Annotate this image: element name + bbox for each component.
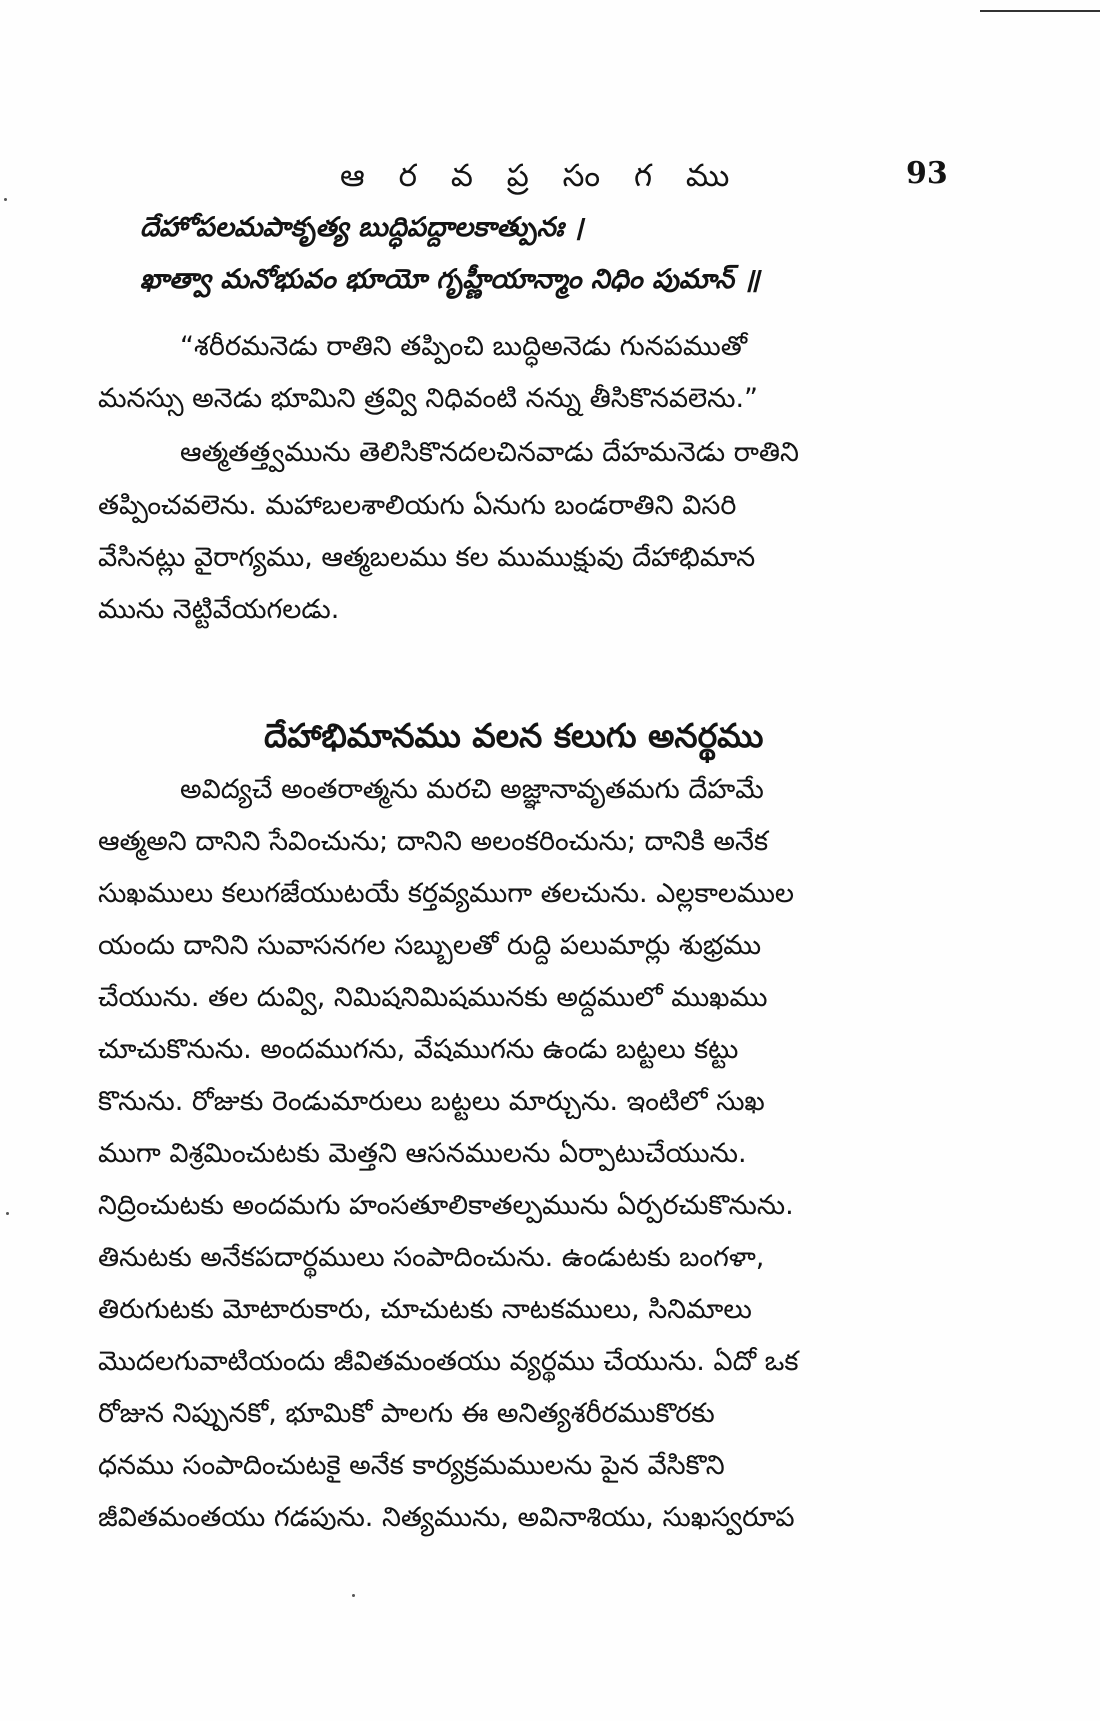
text-line: ఆత్మతత్త్వమును తెలిసికొనదలచినవాడు దేహమనెడు రాతిని	[180, 437, 799, 468]
text-line: కొనును. రోజుకు రెండుమారులు బట్టలు మార్చును. ఇంటిలో సుఖ	[98, 1086, 765, 1117]
text-line: ధనము సంపాదించుటకై అనేక కార్యక్రమములను పైన వేసికొని	[98, 1450, 725, 1481]
scan-speck	[6, 1212, 9, 1215]
verse-line: ఖాత్వా మనోభువం భూయో గృహ్ణీయాన్మాం నిధిం పుమాన్ ॥	[140, 264, 760, 295]
top-edge-rule	[980, 10, 1100, 12]
text-line: “శరీరమనెడు రాతిని తప్పించి బుద్ధిఅనెడు గునపముతో	[180, 331, 748, 362]
scan-speck	[352, 1594, 355, 1597]
text-line: వేసినట్లు వైరాగ్యము, ఆత్మబలము కల ముముక్షువు దేహాభిమాన	[98, 542, 756, 573]
text-line: ఆత్మఅని దానిని సేవించును; దానిని అలంకరించును; దానికి అనేక	[98, 826, 769, 857]
text-line: తిరుగుటకు మోటారుకారు, చూచుటకు నాటకములు, సినిమాలు	[98, 1294, 752, 1325]
verse-line: దేహోపలమపాకృత్య బుద్ధిపద్దాలకాత్పునః ।	[140, 212, 584, 243]
text-line: తినుటకు అనేకపదార్థములు సంపాదించును. ఉండుటకు బంగళా,	[98, 1242, 765, 1273]
section-heading: దేహాభిమానము వలన కలుగు అనర్థము	[264, 716, 764, 755]
text-line: ముగా విశ్రమించుటకు మెత్తని ఆసనములను ఏర్పాటుచేయును.	[98, 1138, 747, 1169]
text-line: నిద్రించుటకు అందమగు హంసతూలికాతల్పమును ఏర్పరచుకొనును.	[98, 1190, 794, 1221]
text-line: మును నెట్టివేయగలడు.	[98, 594, 340, 625]
scan-speck	[4, 198, 7, 201]
text-line: తప్పించవలెను. మహాబలశాలియగు ఏనుగు బండరాతిని విసరి	[98, 490, 737, 521]
text-line: సుఖములు కలుగజేయుటయే కర్తవ్యముగా తలచును. ఎల్లకాలముల	[98, 878, 795, 909]
text-line: మొదలగువాటియందు జీవితమంతయు వ్యర్థము చేయును. ఏదో ఒక	[98, 1346, 799, 1377]
text-line: యందు దానిని సువాసనగల సబ్బులతో రుద్ది పలుమార్లు శుభ్రము	[98, 930, 762, 961]
text-line: చేయును. తల దువ్వి, నిమిషనిమిషమునకు అద్దములో ముఖము	[98, 982, 768, 1013]
text-line: చూచుకొనును. అందముగను, వేషముగను ఉండు బట్టలు కట్టు	[98, 1034, 739, 1065]
running-head: ఆ ర వ ప్ర సం గ ము	[340, 158, 742, 194]
page-number: 93	[906, 156, 948, 191]
text-line: మనస్సు అనెడు భూమిని త్రవ్వి నిధివంటి నన్ను తీసికొనవలెను.”	[98, 383, 759, 414]
text-line: రోజున నిప్పునకో, భూమికో పాలగు ఈ అనిత్యశరీరముకొరకు	[98, 1398, 715, 1429]
text-line: జీవితమంతయు గడపును. నిత్యమును, అవినాశియు, సుఖస్వరూప	[98, 1502, 795, 1533]
text-line: అవిద్యచే అంతరాత్మను మరచి అజ్ఞానావృతమగు దేహమే	[180, 774, 764, 805]
